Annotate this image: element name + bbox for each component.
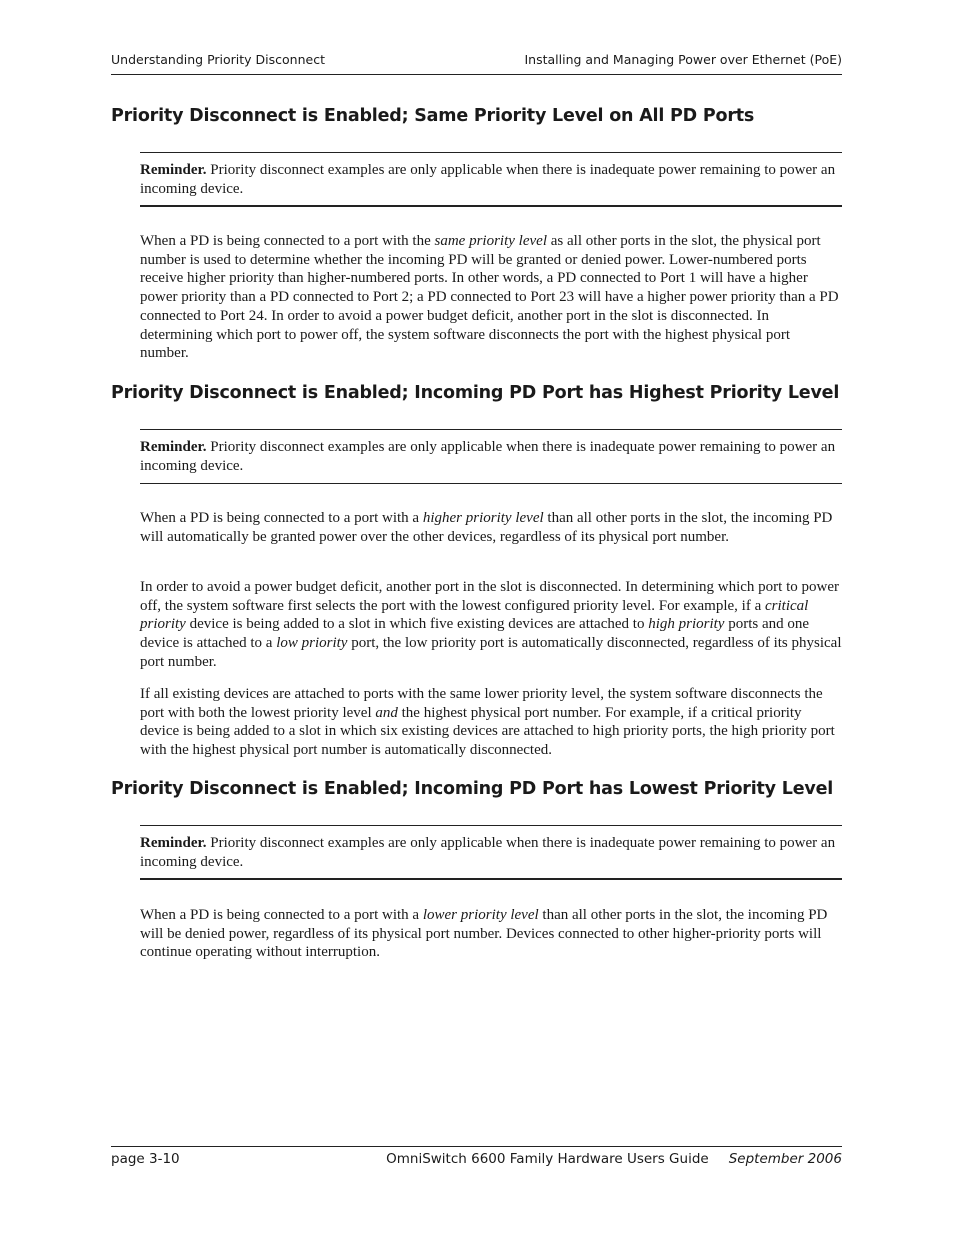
reminder-top-rule bbox=[140, 429, 842, 430]
header-left: Understanding Priority Disconnect bbox=[111, 52, 325, 67]
emphasis: critical priority bbox=[140, 597, 809, 633]
reminder-label: Reminder. bbox=[140, 439, 207, 455]
text-run: than all other ports in the slot, the incoming PD will automatically be granted power over the other devices, regardless of its physical port number. bbox=[140, 510, 833, 545]
reminder-bottom-rule bbox=[140, 878, 842, 880]
emphasis: and bbox=[375, 704, 398, 721]
reminder-note bbox=[140, 834, 842, 871]
reminder-text: Priority disconnect examples are only applicable when there is inadequate power remaining to power an incoming device. bbox=[140, 835, 836, 870]
body-paragraph bbox=[140, 685, 842, 760]
emphasis: higher priority level bbox=[422, 510, 544, 526]
section-heading-highest-priority: Priority Disconnect is Enabled; Incoming PD Port has Highest Priority Level bbox=[111, 383, 840, 403]
reminder-text: Priority disconnect examples are only applicable when there is inadequate power remaining to power an incoming device. bbox=[140, 162, 836, 197]
text-run: port, the low priority port is automatically disconnected, regardless of its physical port number. bbox=[140, 635, 842, 670]
footer-right bbox=[386, 1151, 842, 1167]
reminder-top-rule bbox=[140, 152, 842, 153]
running-header bbox=[111, 52, 842, 67]
emphasis: same priority level bbox=[434, 233, 547, 249]
text-run: than all other ports in the slot, the incoming PD will be denied power, regardless of its physical port number. Devices connected to other higher-priority ports will continue operating without interruption. bbox=[140, 907, 828, 961]
footer-rule bbox=[111, 1146, 842, 1147]
text-run: device is being added to a slot in which five existing devices are attached to bbox=[185, 616, 649, 633]
reminder-bottom-rule bbox=[140, 483, 842, 484]
reminder-top-rule bbox=[140, 825, 842, 826]
body-paragraph bbox=[140, 906, 842, 962]
header-right: Installing and Managing Power over Ethernet (PoE) bbox=[524, 52, 842, 67]
text-run: the highest physical port number. For example, if a critical priority device is being added to a slot in which six existing devices are attached to high priority ports, the high priority port with the highest physical port number is automatically disconnected. bbox=[140, 704, 835, 759]
reminder-label: Reminder. bbox=[140, 835, 207, 851]
guide-title: OmniSwitch 6600 Family Hardware Users Guide bbox=[386, 1151, 709, 1167]
text-run: When a PD is being connected to a port with a bbox=[140, 510, 423, 526]
text-run: as all other ports in the slot, the physical port number is used to determine whether the incoming PD will be granted or denied power. Lower-numbered ports receive higher priority than higher-numbered ports. In other words, a PD connected to Port 1 will have a higher power priority than a PD connected to Port 2; a PD connected to Port 23 will have a higher power priority than a PD connected to Port 24. In order to avoid a power budget deficit, another port in the slot is disconnected. In determining which port to power off, the system software disconnects the port with the highest physical port number. bbox=[140, 233, 839, 362]
text-run: When a PD is being connected to a port with the bbox=[140, 233, 435, 249]
body-paragraph bbox=[140, 509, 842, 546]
text-run: If all existing devices are attached to ports with the same lower priority level, the system software disconnects the port with both the lowest priority level bbox=[140, 686, 823, 721]
publication-date: September 2006 bbox=[728, 1151, 842, 1167]
body-paragraph bbox=[140, 578, 842, 672]
section-heading-same-priority: Priority Disconnect is Enabled; Same Priority Level on All PD Ports bbox=[111, 106, 755, 126]
emphasis: high priority bbox=[648, 616, 725, 633]
section-heading-lowest-priority: Priority Disconnect is Enabled; Incoming PD Port has Lowest Priority Level bbox=[111, 779, 834, 799]
text-run: In order to avoid a power budget deficit, another port in the slot is disconnected. In determining which port to power off, the system software first selects the port with the lowest configured priority level. For example, if a bbox=[140, 579, 839, 614]
reminder-label: Reminder. bbox=[140, 162, 207, 178]
body-paragraph bbox=[140, 232, 842, 363]
reminder-bottom-rule bbox=[140, 205, 842, 207]
page-number: page 3-10 bbox=[111, 1151, 180, 1167]
header-rule bbox=[111, 74, 842, 75]
running-footer bbox=[111, 1151, 842, 1167]
emphasis: low priority bbox=[276, 635, 348, 652]
reminder-note bbox=[140, 161, 842, 198]
reminder-note bbox=[140, 438, 842, 475]
emphasis: lower priority level bbox=[422, 907, 539, 923]
text-run: When a PD is being connected to a port with a bbox=[140, 907, 423, 923]
reminder-text: Priority disconnect examples are only applicable when there is inadequate power remaining to power an incoming device. bbox=[140, 439, 836, 474]
text-run: ports and one device is attached to a bbox=[140, 616, 810, 652]
